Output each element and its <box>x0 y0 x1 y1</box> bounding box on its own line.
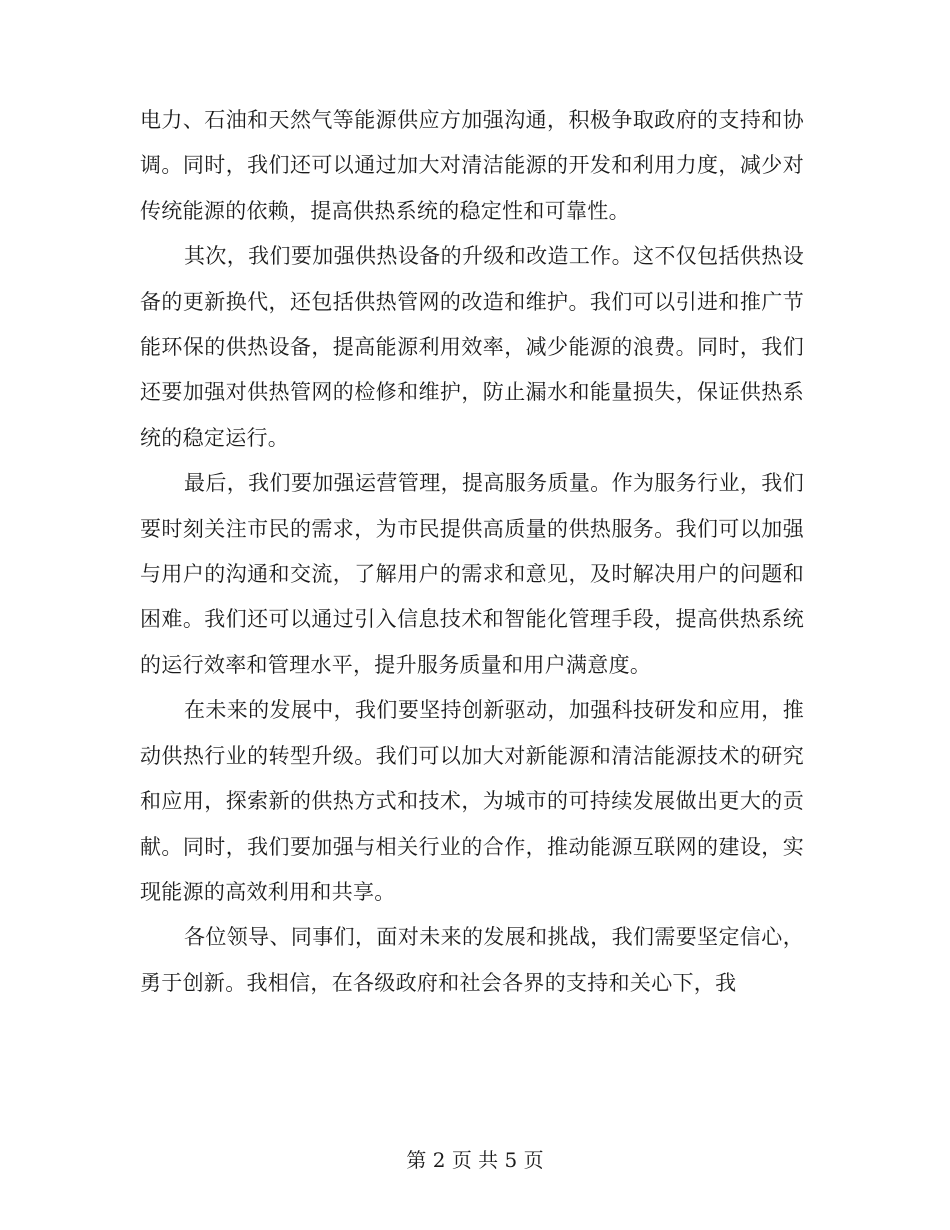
paragraph-3: 最后，我们要加强运营管理，提高服务质量。作为服务行业，我们要时刻关注市民的需求，为市民提供高质量的供热服务。我们可以加强与用户的沟通和交流，了解用户的需求和意见，及时解决用户的问题和困难。我们还可以通过引入信息技术和智能化管理手段，提高供热系统的运行效率和管理水平，提升服务质量和用户满意度。 <box>140 471 804 677</box>
paragraph-4: 在未来的发展中，我们要坚持创新驱动，加强科技研发和应用，推动供热行业的转型升级。我们可以加大对新能源和清洁能源技术的研究和应用，探索新的供热方式和技术，为城市的可持续发展做出更大的贡献。同时，我们要加强与相关行业的合作，推动能源互联网的建设，实现能源的高效利用和共享。 <box>140 698 804 904</box>
paragraph-2: 其次，我们要加强供热设备的升级和改造工作。这不仅包括供热设备的更新换代，还包括供热管网的改造和维护。我们可以引进和推广节能环保的供热设备，提高能源利用效率，减少能源的浪费。同时，我们还要加强对供热管网的检修和维护，防止漏水和能量损失，保证供热系统的稳定运行。 <box>140 244 804 450</box>
document-body <box>140 98 804 1006</box>
paragraph-1: 电力、石油和天然气等能源供应方加强沟通，积极争取政府的支持和协调。同时，我们还可以通过加大对清洁能源的开发和利用力度，减少对传统能源的依赖，提高供热系统的稳定性和可靠性。 <box>140 108 804 223</box>
paragraph-5: 各位领导、同事们，面对未来的发展和挑战，我们需要坚定信心，勇于创新。我相信，在各级政府和社会各界的支持和关心下，我 <box>140 925 804 995</box>
page-number-footer: 第 2 页 共 5 页 <box>406 1148 544 1172</box>
